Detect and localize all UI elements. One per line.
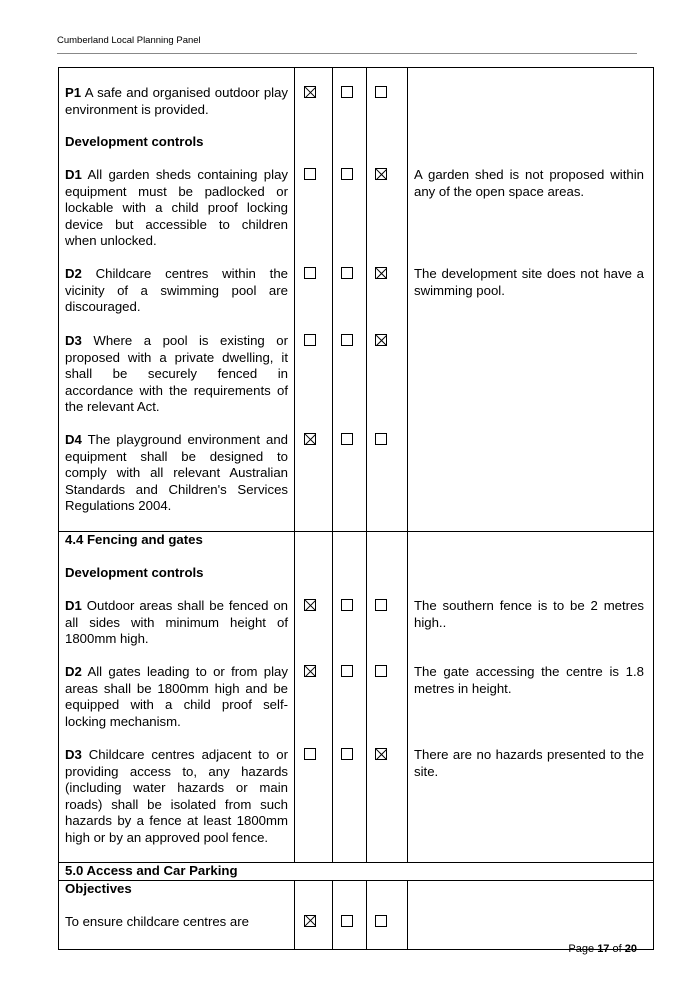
control-item — [65, 167, 288, 250]
subheading: Development controls — [65, 134, 204, 149]
page-label: Page — [568, 943, 595, 955]
checkbox-checked[interactable] — [304, 665, 316, 677]
control-code: D2 — [65, 664, 82, 679]
control-code: D1 — [65, 167, 82, 182]
checkbox-checked[interactable] — [304, 86, 316, 98]
checkbox-checked[interactable] — [304, 599, 316, 611]
checkbox-checked[interactable] — [375, 168, 387, 180]
assessment-comment: The development site does not have a swimming pool. — [414, 266, 644, 298]
checkbox-unchecked[interactable] — [304, 748, 316, 760]
checkbox-unchecked[interactable] — [341, 86, 353, 98]
control-item — [65, 664, 288, 730]
page-header: Cumberland Local Planning Panel — [57, 35, 201, 46]
assessment-comment: The southern fence is to be 2 metres high.. — [414, 598, 644, 630]
control-code: D3 — [65, 333, 82, 348]
compliance-table — [58, 67, 654, 950]
checkbox-unchecked[interactable] — [341, 599, 353, 611]
checkbox-unchecked[interactable] — [341, 665, 353, 677]
control-code: P1 — [65, 85, 82, 100]
control-item — [65, 598, 288, 648]
checkbox-unchecked[interactable] — [375, 86, 387, 98]
subheading: Development controls — [65, 565, 204, 580]
checkbox-unchecked[interactable] — [341, 915, 353, 927]
checkbox-unchecked[interactable] — [341, 748, 353, 760]
assessment-comment: The gate accessing the centre is 1.8 metres in height. — [414, 664, 644, 696]
checkbox-checked[interactable] — [375, 267, 387, 279]
control-text: To ensure childcare centres are — [65, 913, 249, 929]
control-item — [65, 432, 288, 515]
checkbox-unchecked[interactable] — [375, 915, 387, 927]
checkbox-unchecked[interactable] — [304, 334, 316, 346]
checkbox-unchecked[interactable] — [375, 433, 387, 445]
checkbox-unchecked[interactable] — [304, 168, 316, 180]
checkbox-unchecked[interactable] — [341, 267, 353, 279]
checkbox-unchecked[interactable] — [375, 665, 387, 677]
control-item — [65, 266, 288, 316]
section-heading: 5.0 Access and Car Parking — [65, 863, 238, 878]
checkbox-unchecked[interactable] — [375, 599, 387, 611]
control-item — [65, 914, 288, 931]
control-text: The playground environment and equipment shall be designed to comply with all relevant Australian Standards and Children's Services Regulations 2004. — [65, 432, 288, 514]
checkbox-checked[interactable] — [304, 915, 316, 927]
control-text: Where a pool is existing or proposed with a private dwelling, it shall be securely fenced in accordance with the requirements of the relevant Act. — [65, 333, 288, 415]
control-text: All garden sheds containing play equipment must be padlocked or lockable with a child proof locking device but accessible to children when unlocked. — [65, 167, 288, 249]
page-total: 20 — [624, 943, 637, 955]
assessment-comment: A garden shed is not proposed within any of the open space areas. — [414, 167, 644, 199]
page-of-label: of — [612, 943, 622, 955]
table-row — [59, 68, 654, 532]
checkbox-unchecked[interactable] — [304, 267, 316, 279]
subheading: Objectives — [65, 880, 132, 896]
control-text: Childcare centres within the vicinity of a swimming pool are discouraged. — [65, 266, 288, 315]
header-divider — [57, 53, 637, 54]
checkbox-unchecked[interactable] — [341, 433, 353, 445]
control-text: Childcare centres adjacent to or providing access to, any hazards (including water hazards or main roads) shall be isolated from such hazards by a fence at least 1800mm high or by an approved pool fence. — [65, 747, 288, 845]
section-heading: 4.4 Fencing and gates — [65, 532, 203, 547]
page-number: 17 — [597, 943, 610, 955]
control-code: D4 — [65, 432, 82, 447]
control-code: D1 — [65, 598, 82, 613]
checkbox-unchecked[interactable] — [341, 168, 353, 180]
page-footer — [568, 943, 637, 955]
checkbox-unchecked[interactable] — [341, 334, 353, 346]
checkbox-checked[interactable] — [375, 334, 387, 346]
assessment-comment: There are no hazards presented to the site. — [414, 747, 644, 779]
checkbox-checked[interactable] — [304, 433, 316, 445]
checkbox-checked[interactable] — [375, 748, 387, 760]
control-item — [65, 333, 288, 416]
table-row — [59, 532, 654, 863]
control-item — [65, 747, 288, 847]
control-code: D3 — [65, 747, 82, 762]
control-item — [65, 85, 288, 118]
control-text: Outdoor areas shall be fenced on all sides with minimum height of 1800mm high. — [65, 598, 288, 647]
control-code: D2 — [65, 266, 82, 281]
control-text: All gates leading to or from play areas shall be 1800mm high and be equipped with a child proof self-locking mechanism. — [65, 664, 288, 729]
table-row — [59, 880, 654, 949]
control-text: A safe and organised outdoor play environment is provided. — [65, 85, 289, 117]
